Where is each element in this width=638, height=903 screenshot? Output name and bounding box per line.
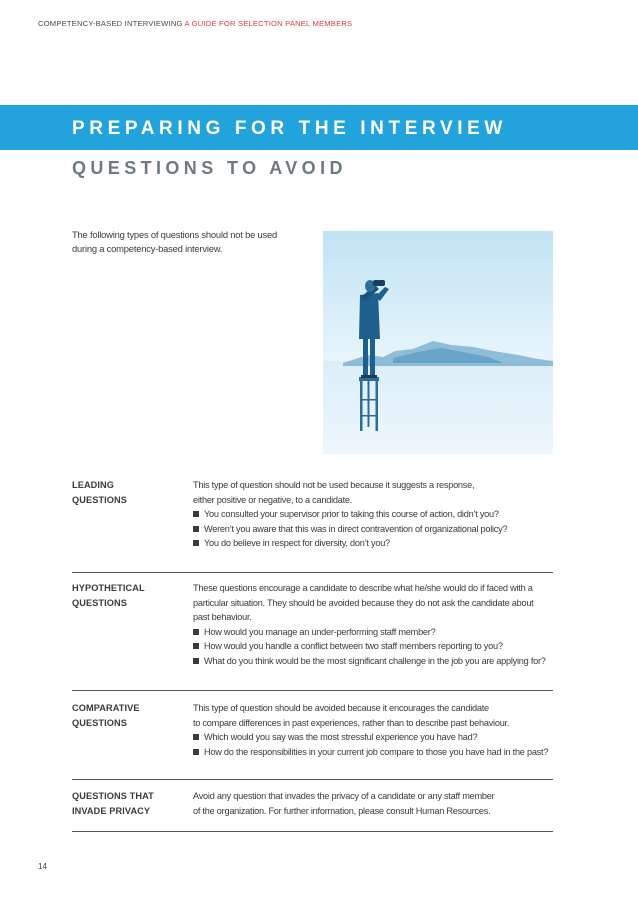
intro-paragraph: The following types of questions should not be used during a competency-based interview. (72, 229, 278, 254)
section-label-line1: COMPARATIVE (72, 703, 140, 713)
example-item (193, 625, 563, 640)
example-item (193, 507, 563, 522)
section-description-line2: to compare differences in past experiences, rather than to describe past behaviour. (193, 717, 510, 728)
section-label-line2: QUESTIONS (72, 597, 128, 608)
running-header (38, 19, 352, 28)
square-bullet-icon (193, 511, 199, 517)
section-divider (72, 831, 553, 832)
square-bullet-icon (193, 526, 199, 532)
running-header-title: COMPETENCY-BASED INTERVIEWING (38, 19, 183, 28)
section-label-line2: QUESTIONS (72, 717, 128, 728)
square-bullet-icon (193, 643, 199, 649)
example-text: How do the responsibilities in your current job compare to those you have had in the past? (204, 746, 549, 757)
section-body (193, 701, 563, 759)
example-item (193, 522, 563, 537)
page-title: PREPARING FOR THE INTERVIEW (72, 118, 507, 139)
example-text: You consulted your supervisor prior to taking this course of action, didn’t you? (204, 509, 499, 519)
running-header-subtitle: A GUIDE FOR SELECTION PANEL MEMBERS (184, 19, 353, 28)
section-label-line2: INVADE PRIVACY (72, 805, 151, 816)
section-label (72, 581, 182, 610)
square-bullet-icon (193, 749, 199, 755)
section-label-line1: HYPOTHETICAL (72, 583, 145, 593)
section-description-line1: This type of question should be avoided because it encourages the candidate (193, 703, 489, 713)
section-description-line1: This type of question should not be used because it suggests a response, (193, 480, 475, 490)
page-number: 14 (38, 862, 47, 871)
example-item (193, 639, 563, 654)
section-body (193, 581, 563, 668)
section-description-line2: particular situation. They should be avoided because they do not ask the candidate about (193, 597, 534, 608)
example-list (193, 507, 563, 551)
section-label (72, 701, 182, 730)
section-label (72, 478, 182, 507)
section-description-line3: past behaviour. (193, 612, 252, 622)
section-divider (72, 572, 553, 573)
section-label-line2: QUESTIONS (72, 494, 128, 505)
example-text: How would you manage an under-performing staff member? (204, 626, 436, 637)
section-body (193, 478, 563, 551)
square-bullet-icon (193, 734, 199, 740)
square-bullet-icon (193, 629, 199, 635)
square-bullet-icon (193, 540, 199, 546)
section-description-line1: These questions encourage a candidate to describe what he/she would do if faced with a (193, 583, 533, 593)
section-description-line2: of the organization. For further information, please consult Human Resources. (193, 805, 491, 816)
example-text: Which would you say was the most stressful experience you have had? (204, 732, 478, 742)
section-body (193, 789, 563, 818)
section-label-line1: LEADING (72, 480, 115, 490)
example-item (193, 536, 563, 551)
example-item (193, 745, 563, 760)
page-subtitle: QUESTIONS TO AVOID (72, 158, 347, 178)
example-list (193, 625, 563, 669)
example-list (193, 730, 563, 759)
binoculars-man-illustration (323, 231, 553, 454)
example-text: What do you think would be the most significant challenge in the job you are applying for? (204, 655, 546, 666)
section-description-line2: either positive or negative, to a candidate. (193, 494, 353, 505)
example-text: How would you handle a conflict between two staff members reporting to you? (204, 641, 503, 651)
square-bullet-icon (193, 658, 199, 664)
section-label (72, 789, 182, 818)
section-divider (72, 690, 553, 691)
section-divider (72, 779, 553, 780)
example-item (193, 730, 563, 745)
section-label-line1: QUESTIONS THAT (72, 791, 154, 801)
example-text: You do believe in respect for diversity, don’t you? (204, 538, 390, 548)
section-description-line1: Avoid any question that invades the privacy of a candidate or any staff member (193, 791, 495, 801)
example-text: Weren’t you aware that this was in direct contravention of organizational policy? (204, 523, 508, 534)
example-item (193, 654, 563, 669)
